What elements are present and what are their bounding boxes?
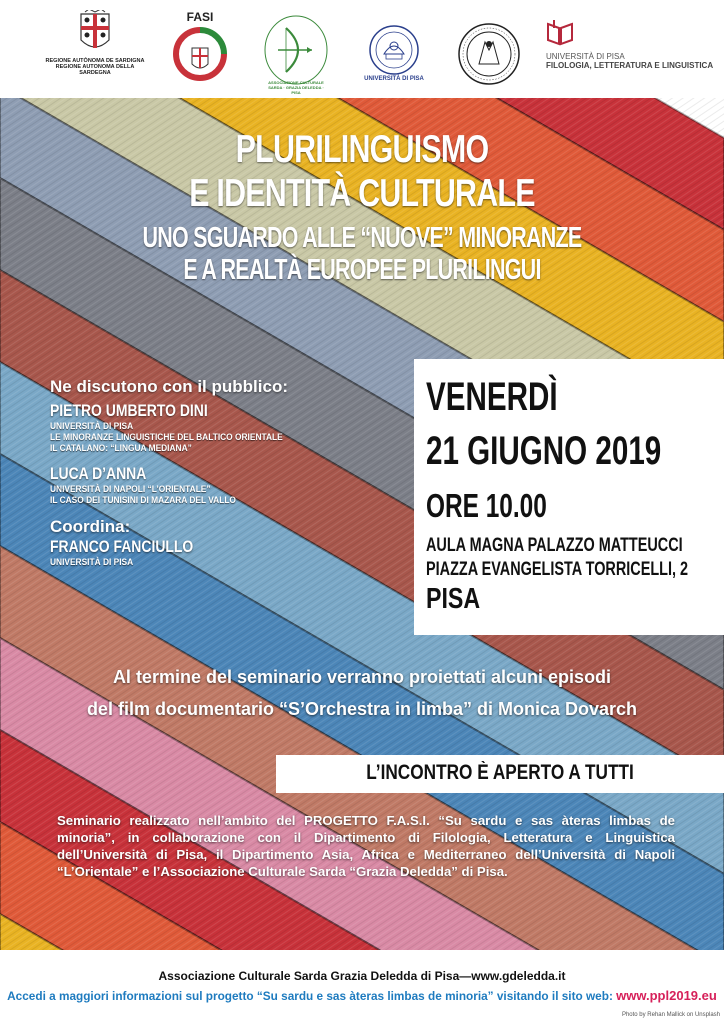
open-book-icon — [546, 20, 574, 46]
event-time: ORE 10.00 — [426, 487, 547, 524]
footer — [0, 950, 724, 1024]
bow-arrow-icon — [262, 14, 330, 86]
event-address: PIAZZA EVANGELISTA TORRICELLI, 2 — [426, 559, 689, 580]
regione-sardegna-logo — [45, 10, 145, 76]
deledda-ring-text: ASSOCIAZIONE CULTURALE SARDA · GRAZIA DELEDDA · PISA — [268, 80, 324, 95]
universita-pisa-seal-logo — [362, 24, 426, 82]
photo-credit: Photo by Rehan Mallick on Unsplash — [621, 1012, 720, 1018]
dipartimento-seal-logo — [455, 22, 523, 86]
poster-title — [0, 128, 724, 286]
speaker-affiliation: UNIVERSITÀ DI PISA — [50, 421, 134, 432]
fasi-logo — [170, 10, 230, 86]
screening-line-1: Al termine del seminario verranno proiettati alcuni episodi — [112, 667, 612, 687]
speaker-topic: IL CASO DEI TUNISINI DI MAZARA DEL VALLO — [50, 495, 236, 506]
association-line: Associazione Culturale Sarda Grazia Deledda di Pisa—www.gdeledda.it — [158, 969, 566, 983]
coordinator-name: FRANCO FANCIULLO — [50, 537, 194, 556]
speaker-topic: LE MINORANZE LINGUISTICHE DEL BALTICO ORIENTALE — [50, 432, 283, 443]
pisa-seal-caption: UNIVERSITÀ DI PISA — [364, 76, 424, 82]
event-date: 21 GIUGNO 2019 — [426, 429, 662, 473]
filologia-line1: UNIVERSITÀ DI PISA — [546, 52, 625, 61]
event-day: VENERDÌ — [426, 375, 558, 419]
event-date-box — [414, 359, 724, 635]
title-line-2: E IDENTITÀ CULTURALE — [189, 172, 535, 215]
project-website-link[interactable]: www.ppl2019.eu — [616, 988, 717, 1003]
screening-notice — [0, 661, 724, 725]
speakers-panel — [50, 376, 380, 568]
open-to-all-text: L’INCONTRO È APERTO A TUTTI — [366, 761, 634, 784]
regione-caption-1: REGIONE AUTÒNOMA DE SARDIGNA — [45, 58, 145, 64]
filologia-line2: FILOLOGIA, LETTERATURA E LINGUISTICA — [546, 61, 714, 70]
fasi-label: FASI — [186, 10, 214, 24]
dipartimento-seal-icon — [455, 22, 523, 86]
open-to-all-banner — [276, 755, 724, 793]
regione-caption-2: REGIONE AUTONOMA DELLA SARDEGNA — [55, 64, 135, 76]
event-venue: AULA MAGNA PALAZZO MATTEUCCI — [426, 535, 683, 556]
coordinator-heading: Coordina: — [50, 517, 131, 536]
more-info-line — [0, 988, 724, 1003]
screening-line-2: del film documentario “S’Orchestra in limba” di Monica Dovarch — [86, 699, 638, 719]
associazione-deledda-logo — [262, 14, 330, 95]
title-line-1: PLURILINGUISMO — [235, 128, 489, 171]
pisa-seal-icon — [362, 24, 426, 76]
event-city: PISA — [426, 583, 481, 615]
speakers-heading: Ne discutono con il pubblico: — [50, 377, 288, 396]
more-info-text: Accedi a maggiori informazioni sul progetto “Su sardu e sas àteras limbas de minoria” visitando il sito web: — [7, 989, 617, 1003]
project-description: Seminario realizzato nell’ambito del PROGETTO F.A.S.I. “Su sardu e sas àteras limbas de minoria”, in collaborazione con il Dipartimento di Filologia, Letteratura e Linguistica dell’Università di Pisa, il Dipartimento Asia, Africa e Mediterraneo dell’Università di Napoli “L’Orientale” e l’Associazione Culturale Sarda “Grazia Deledda” di Pisa. — [57, 813, 675, 879]
speaker-affiliation: UNIVERSITÀ DI NAPOLI “L’ORIENTALE” — [50, 484, 211, 495]
coordinator-affiliation: UNIVERSITÀ DI PISA — [50, 557, 134, 568]
subtitle-line-2: E A REALTÀ EUROPEE PLURILINGUI — [183, 254, 541, 286]
subtitle-line-1: UNO SGUARDO ALLE “NUOVE” MINORANZE — [142, 222, 582, 254]
logo-header — [0, 0, 724, 98]
filologia-logo — [546, 20, 716, 70]
speaker-topic: IL CATALANO: “LINGUA MEDIANA” — [50, 443, 192, 454]
speaker-name: PIETRO UMBERTO DINI — [50, 401, 208, 420]
fasi-emblem-icon — [170, 16, 230, 86]
sardinia-flag-icon — [45, 10, 145, 58]
speaker-name: LUCA D’ANNA — [50, 464, 147, 483]
